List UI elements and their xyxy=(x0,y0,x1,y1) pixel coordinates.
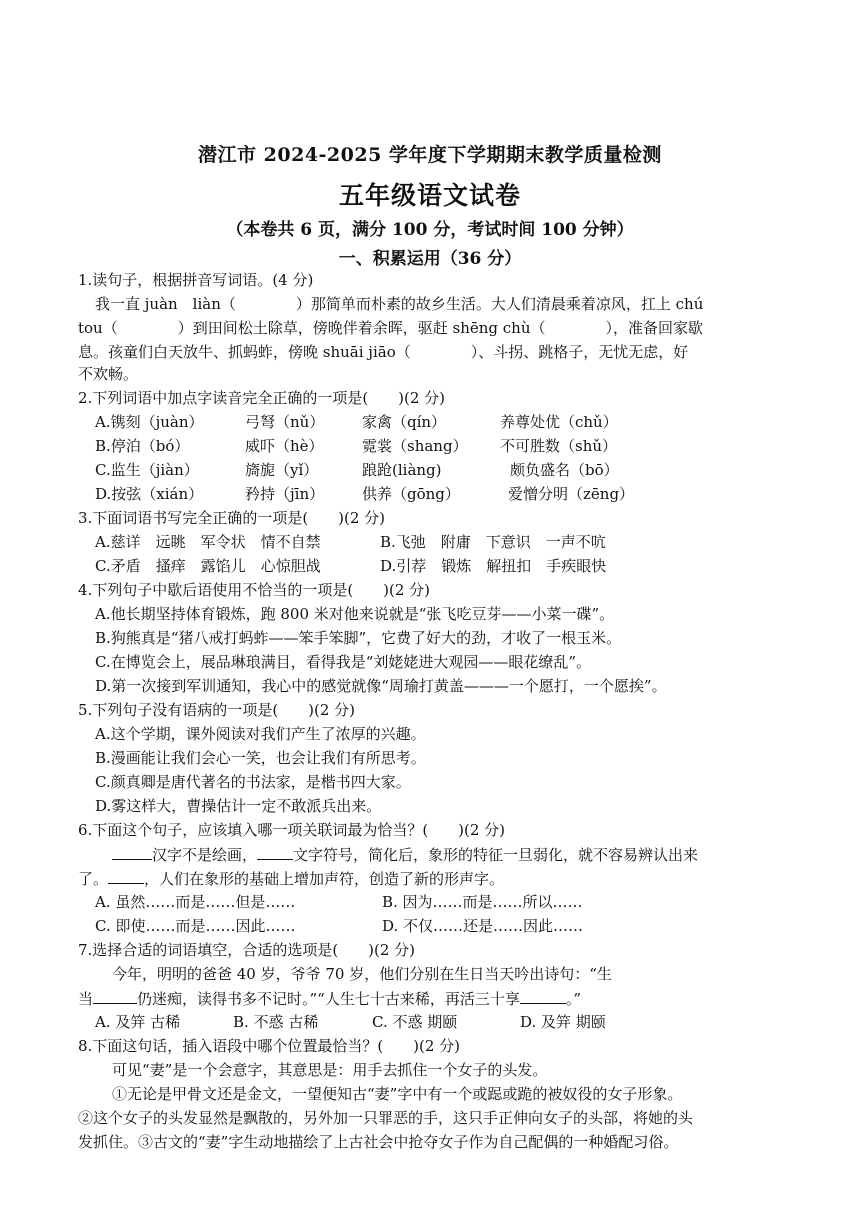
q3-option-b: B.飞弛 附庸 下意识 一声不吭 xyxy=(380,533,606,551)
q2-c1: C.监生（jiàn） xyxy=(95,461,199,479)
q2-a4: 养尊处优（chǔ） xyxy=(500,413,618,431)
q7-passage-line2 xyxy=(78,988,581,1009)
q1-stem: 1.读句子，根据拼音写词语。(4 分) xyxy=(78,271,314,289)
q6-passage-text: 了。 xyxy=(78,870,109,888)
q5-option-c: C.颜真卿是唐代著名的书法家，是楷书四大家。 xyxy=(95,773,411,791)
q2-d2: 矜持（jīn） xyxy=(245,485,325,503)
q6-passage-line2 xyxy=(78,868,504,889)
fill-blank[interactable] xyxy=(108,868,144,884)
q8-quote: 可见“妻”是一个会意字，其意思是：用手去抓住一个女子的头发。 xyxy=(112,1061,548,1079)
q3-option-d: D.引荐 锻炼 解扭扣 手疾眼快 xyxy=(380,557,607,575)
exam-info: （本卷共 6 页，满分 100 分，考试时间 100 分钟） xyxy=(226,220,634,240)
q2-d4: 爱憎分明（zēng） xyxy=(508,485,635,503)
q6-passage-line1 xyxy=(112,844,698,865)
q2-d1: D.按弦（xián） xyxy=(95,485,204,503)
q1-line4: 不欢畅。 xyxy=(78,365,139,383)
q2-a3: 家禽（qín） xyxy=(362,413,447,431)
q7-option-c: C. 不惑 期颐 xyxy=(372,1013,458,1031)
fill-blank[interactable] xyxy=(257,844,293,860)
q6-option-a: A. 虽然……而是……但是…… xyxy=(95,893,296,911)
q6-stem: 6.下面这个句子，应该填入哪一项关联词最为恰当？( )(2 分) xyxy=(78,821,506,839)
q5-option-b: B.漫画能让我们会心一笑，也会让我们有所思考。 xyxy=(95,749,426,767)
q2-c4: 颇负盛名（bō） xyxy=(510,461,619,479)
q8-passage-line1: ①无论是甲骨文还是金文，一望便知古“妻”字中有一个或跽或跪的被奴役的女子形象。 xyxy=(112,1085,683,1103)
fill-blank[interactable] xyxy=(112,844,152,860)
q4-stem: 4.下列句子中歇后语使用不恰当的一项是( )(2 分) xyxy=(78,581,431,599)
q6-passage-text: 文字符号，简化后，象形的特征一旦弱化，就不容易辨认出来 xyxy=(293,846,699,864)
exam-title: 潜江市 2024-2025 学年度下学期期末教学质量检测 xyxy=(198,144,662,166)
q8-stem: 8.下面这句话，插入语段中哪个位置最恰当？( )(2 分) xyxy=(78,1037,461,1055)
q8-passage-line2: ②这个女子的头发显然是飘散的，另外加一只罪恶的手，这只手正伸向女子的头部，将她的头 xyxy=(78,1109,694,1127)
q3-option-a: A.慈详 远眺 军令状 情不自禁 xyxy=(95,533,321,551)
q2-stem: 2.下列词语中加点字读音完全正确的一项是( )(2 分) xyxy=(78,389,446,407)
exam-subtitle: 五年级语文试卷 xyxy=(338,181,521,210)
q2-b1: B.停泊（bó） xyxy=(95,437,190,455)
q7-passage-text: 当 xyxy=(78,990,94,1008)
q1-line3: 息。孩童们白天放牛、抓蚂蚱，傍晚 shuāi jiāo（ ）、斗拐、跳格子，无忧无虑，好 xyxy=(78,343,689,361)
q3-stem: 3.下面词语书写完全正确的一项是( )(2 分) xyxy=(78,509,386,527)
q2-a2: 弓弩（nǔ） xyxy=(245,413,325,431)
q6-option-b: B. 因为……而是……所以…… xyxy=(382,893,583,911)
q7-passage-line1: 今年，明明的爸爸 40 岁，爷爷 70 岁，他们分别在生日当天吟出诗句：“生 xyxy=(112,965,612,983)
q2-a1: A.镌刻（juàn） xyxy=(95,413,204,431)
q7-passage-text: 仍迷痴，读得书多不记时。”“人生七十古来稀，再活三十享 xyxy=(137,990,520,1008)
q2-c2: 旖旎（yǐ） xyxy=(245,461,319,479)
q3-option-c: C.矛盾 搔痒 露馅儿 心惊胆战 xyxy=(95,557,321,575)
q6-option-d: D. 不仅……还是……因此…… xyxy=(382,917,584,935)
q5-stem: 5.下列句子没有语病的一项是( )(2 分) xyxy=(78,701,356,719)
q4-option-a: A.他长期坚持体育锻炼，跑 800 米对他来说就是“张飞吃豆芽——小菜一碟”。 xyxy=(95,605,615,623)
q2-b3: 霓裳（shang） xyxy=(362,437,468,455)
q2-c3: 踉跄(liàng) xyxy=(362,461,442,479)
q2-d3: 供养（gōng） xyxy=(362,485,460,503)
q7-stem: 7.选择合适的词语填空，合适的选项是( )(2 分) xyxy=(78,941,416,959)
q4-option-c: C.在博览会上，展品琳琅满目，看得我是“刘姥姥进大观园——眼花缭乱”。 xyxy=(95,653,592,671)
q4-option-b: B.狗熊真是“猪八戒打蚂蚱——笨手笨脚”，它费了好大的劲，才收了一根玉米。 xyxy=(95,629,622,647)
q8-passage-line3: 发抓住。③古文的“妻”字生动地描绘了上古社会中抢夺女子作为自己配偶的一种婚配习俗。 xyxy=(78,1133,679,1151)
q5-option-d: D.雾这样大，曹操估计一定不敢派兵出来。 xyxy=(95,797,382,815)
fill-blank[interactable] xyxy=(520,988,566,1004)
q7-option-a: A. 及笄 古稀 xyxy=(95,1013,181,1031)
section-heading: 一、积累运用（36 分） xyxy=(338,249,522,269)
q6-passage-text: ，人们在象形的基础上增加声符，创造了新的形声字。 xyxy=(144,870,505,888)
q1-line1: 我一直 juàn liàn（ ）那简单而朴素的故乡生活。大人们清晨乘着凉风，扛上 chú xyxy=(95,295,704,313)
q2-b4: 不可胜数（shǔ） xyxy=(500,437,618,455)
q2-b2: 威吓（hè） xyxy=(245,437,324,455)
q1-line2: tou（ ）到田间松土除草，傍晚伴着余晖，驱赶 shēng chù（ ），准备回家歇 xyxy=(78,319,703,337)
q6-passage-text: 汉字不是绘画， xyxy=(152,846,258,864)
q4-option-d: D.第一次接到军训通知，我心中的感觉就像“周瑜打黄盖———一个愿打，一个愿挨”。 xyxy=(95,677,667,695)
fill-blank[interactable] xyxy=(93,988,137,1004)
q7-option-d: D. 及笄 期颐 xyxy=(520,1013,606,1031)
q5-option-a: A.这个学期，课外阅读对我们产生了浓厚的兴趣。 xyxy=(95,725,426,743)
q7-passage-text: 。” xyxy=(565,990,582,1008)
q6-option-c: C. 即使……而是……因此…… xyxy=(95,917,296,935)
q7-option-b: B. 不惑 古稀 xyxy=(233,1013,319,1031)
